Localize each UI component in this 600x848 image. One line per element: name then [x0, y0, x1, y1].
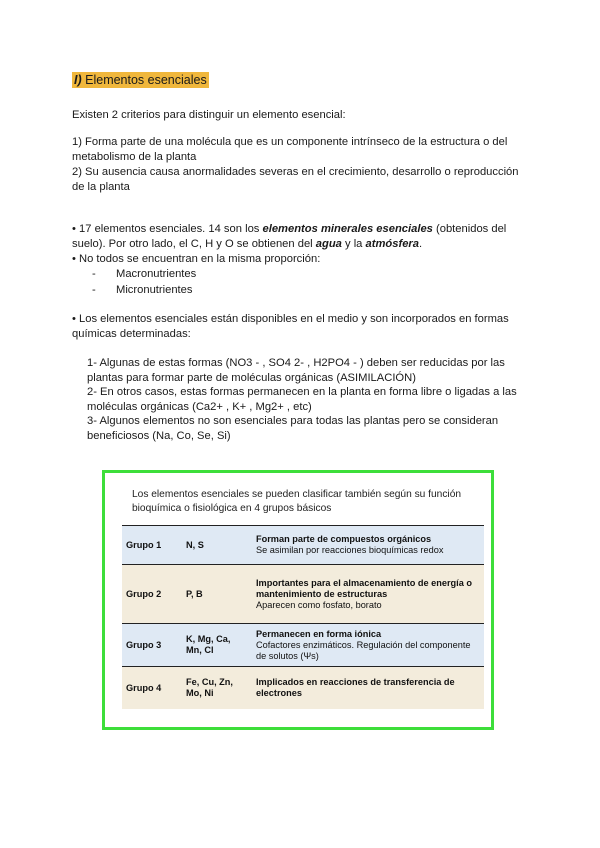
group-elements: Fe, Cu, Zn, Mo, Ni — [182, 667, 252, 710]
list-item: - Micronutrientes — [92, 283, 196, 299]
description-bold: Permanecen en forma iónica — [256, 628, 382, 639]
emphasis-minerales: elementos minerales esenciales — [262, 223, 433, 235]
emphasis-agua: agua — [315, 238, 342, 250]
nutrient-sublist — [92, 267, 196, 299]
groups-table — [122, 525, 484, 709]
table-row — [122, 624, 484, 667]
figure-caption: Los elementos esenciales se pueden clasificar también según su función bioquímica o fisiológica en 4 grupos básicos — [132, 489, 462, 514]
text-run: y la — [341, 238, 366, 250]
group-description — [252, 624, 484, 667]
group-elements: P, B — [182, 565, 252, 624]
section-number: I) — [74, 73, 82, 87]
group-elements: N, S — [182, 526, 252, 565]
emphasis-atmosfera: atmósfera — [365, 238, 420, 250]
table-row — [122, 667, 484, 710]
group-description — [252, 526, 484, 565]
section-title: Elementos esenciales — [85, 73, 207, 87]
numbered-item-3: 3- Algunos elementos no son esenciales para todas las plantas pero se consideran beneficiosos (Na, Co, Se, Si) — [87, 415, 499, 442]
text-run: (obtenidos del suelo). Por otro lado, el C, H y O se obtienen del — [72, 223, 507, 250]
description-bold: Implicados en reacciones de transferencia de electrones — [256, 677, 455, 698]
intro-paragraph: Existen 2 criterios para distinguir un elemento esencial: — [72, 109, 346, 121]
description-bold: Importantes para el almacenamiento de energía o mantenimiento de estructuras — [256, 577, 472, 599]
description-text: Se asimilan por reacciones bioquímicas redox — [256, 545, 444, 555]
list-item: - Macronutrientes — [92, 267, 196, 283]
table-row — [122, 526, 484, 565]
group-label: Grupo 3 — [122, 624, 182, 667]
group-description — [252, 667, 484, 710]
criterion-2: 2) Su ausencia causa anormalidades severas en el crecimiento, desarrollo o reproducción de la planta — [72, 166, 519, 193]
description-text: Aparecen como fosfato, borato — [256, 599, 382, 610]
bullet-proportion: • No todos se encuentran en la misma proporción: — [72, 253, 321, 265]
group-label: Grupo 2 — [122, 565, 182, 624]
description-text: Cofactores enzimáticos. Regulación del componente de solutos (Ψs) — [256, 639, 471, 661]
section-heading — [72, 72, 209, 88]
bullet-elements-count — [72, 222, 532, 252]
bullet-chemical-forms: • Los elementos esenciales están disponibles en el medio y son incorporados en formas químicas determinadas: — [72, 313, 509, 340]
table-row — [122, 565, 484, 624]
criterion-1: 1) Forma parte de una molécula que es un componente intrínseco de la estructura o del metabolismo de la planta — [72, 136, 508, 163]
group-description — [252, 565, 484, 624]
group-elements: K, Mg, Ca, Mn, Cl — [182, 624, 252, 667]
group-label: Grupo 4 — [122, 667, 182, 710]
numbered-item-2: 2- En otros casos, estas formas permanecen en la planta en forma libre o ligadas a las moléculas orgánicas (Ca2+ , K+ , Mg2+ , etc) — [87, 386, 517, 413]
description-bold: Forman parte de compuestos orgánicos — [256, 534, 432, 544]
group-label: Grupo 1 — [122, 526, 182, 565]
text-run: • 17 elementos esenciales. 14 son los — [72, 223, 263, 235]
text-run: . — [419, 238, 423, 250]
numbered-item-1: 1- Algunas de estas formas (NO3 - , SO4 2- , H2PO4 - ) deben ser reducidas por las plantas para formar parte de moléculas orgánicas (ASIMILACIÓN) — [87, 357, 505, 384]
